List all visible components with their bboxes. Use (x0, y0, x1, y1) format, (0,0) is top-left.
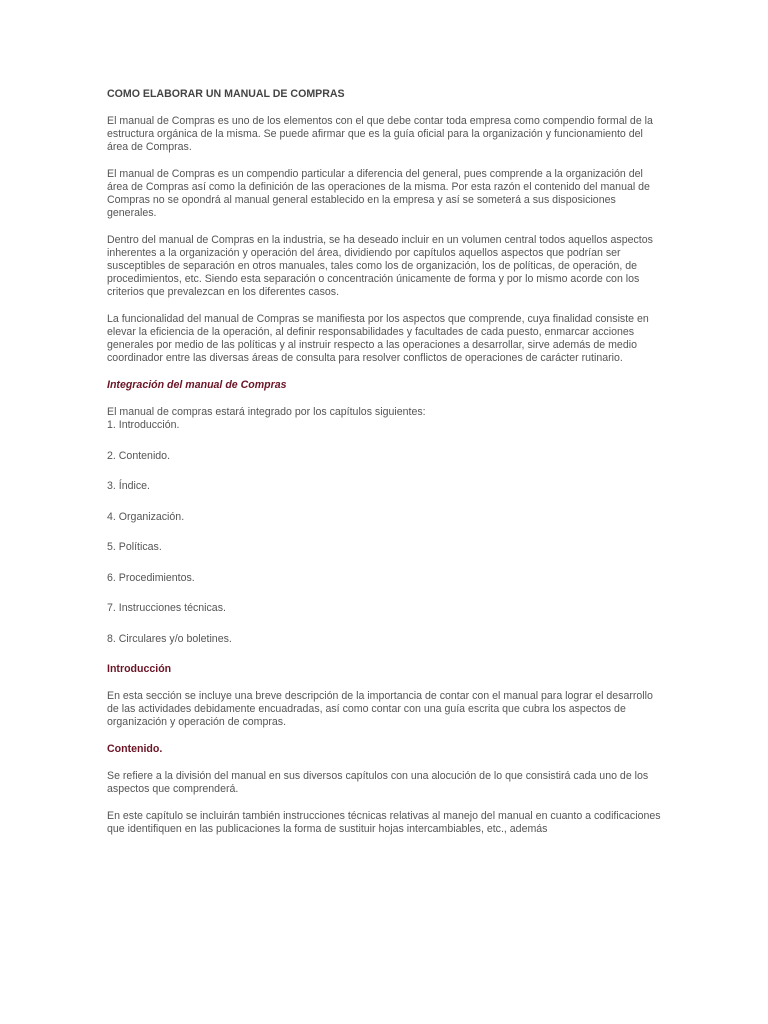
integracion-intro: El manual de compras estará integrado por los capítulos siguientes: (107, 406, 426, 418)
list-item: 5. Políticas. (107, 541, 162, 553)
contenido-text-2: En este capítulo se incluirán también instrucciones técnicas relativas al manejo del manual en cuanto a codificaciones que identifiquen en las publicaciones la forma de sustituir hojas intercambiables, etc., además (107, 810, 661, 835)
contenido-text-1: Se refiere a la división del manual en sus diversos capítulos con una alocución de lo que consistirá cada uno de los aspectos que comprenderá. (107, 770, 649, 795)
paragraph-3: Dentro del manual de Compras en la industria, se ha deseado incluir en un volumen central todos aquellos aspectos inherentes a la organización y operación del área, dividiendo por capítulos aquellos aspectos que podrían ser susceptibles de separación en otros manuales, tales como los de organización, los de políticas, de operación, de procedimientos, etc. Siendo esta separación o concentración únicamente de forma y por lo mismo acorde con los criterios que prevalezcan en los diferentes casos. (107, 234, 653, 298)
list-item: 1. Introducción. (107, 419, 180, 431)
list-item: 7. Instrucciones técnicas. (107, 602, 226, 614)
list-item: 4. Organización. (107, 510, 185, 523)
paragraph-4: La funcionalidad del manual de Compras se manifiesta por los aspectos que comprende, cuya finalidad consiste en elevar la eficiencia de la operación, al definir responsabilidades y facultades de cada puesto, enmarcar acciones generales por medio de las políticas y al instruir respecto a las operaciones a desarrollar, sirve además de medio coordinador entre las diversas áreas de consulta para resolver conflictos de operaciones de carácter rutinario. (107, 313, 649, 364)
document-page (107, 88, 667, 850)
list-item: 8. Circulares y/o boletines. (107, 632, 232, 645)
list-item: 2. Contenido. (107, 449, 171, 462)
paragraph-1: El manual de Compras es uno de los elementos con el que debe contar toda empresa como compendio formal de la estructura orgánica de la misma. Se puede afirmar que es la guía oficial para la organización y funcionamiento del área de Compras. (107, 115, 653, 153)
integracion-heading: Integración del manual de Compras (107, 379, 287, 391)
document-title: COMO ELABORAR UN MANUAL DE COMPRAS (107, 88, 345, 100)
introduccion-heading: Introducción (107, 663, 172, 675)
list-item: 6. Procedimientos. (107, 571, 195, 584)
list-item: 3. Índice. (107, 480, 150, 492)
chapter-list (107, 419, 667, 646)
contenido-heading: Contenido. (107, 743, 163, 755)
paragraph-2: El manual de Compras es un compendio particular a diferencia del general, pues comprende a la organización del área de Compras así como la definición de las operaciones de la misma. Por esta razón el contenido del manual de Compras no se opondrá al manual general establecido en la empresa y así se someterá a sus disposiciones generales. (107, 168, 650, 219)
introduccion-text: En esta sección se incluye una breve descripción de la importancia de contar con el manual para lograr el desarrollo de las actividades debidamente encuadradas, así como contar con una guía escrita que cubra los aspectos de organización y operación de compras. (107, 690, 653, 728)
